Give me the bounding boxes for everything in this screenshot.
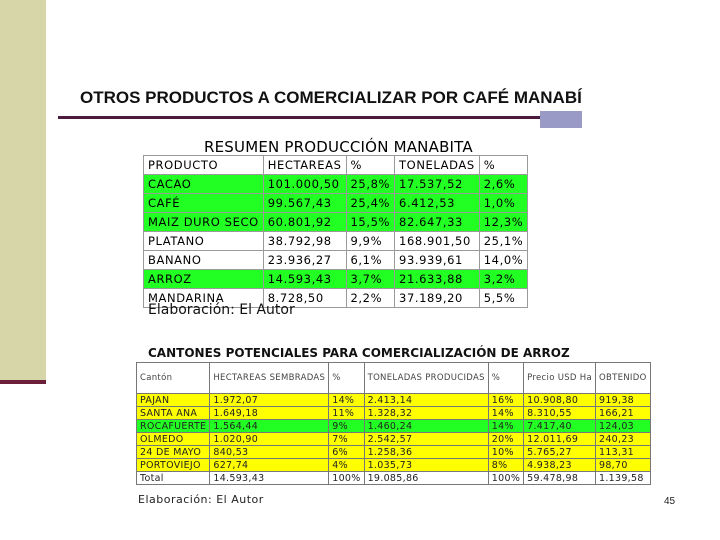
table2-cell: 1.258,36	[364, 446, 488, 459]
table2-cell: 14.593,43	[210, 472, 329, 485]
table2-cell: 12.011,69	[524, 433, 596, 446]
table2-cell: 10.908,80	[524, 394, 596, 407]
table2-row	[137, 394, 651, 407]
table2-cell: Total	[137, 472, 210, 485]
table1-cell: 14.593,43	[263, 270, 346, 289]
slide-title: OTROS PRODUCTOS A COMERCIALIZAR POR CAFÉ MANABÍ	[80, 88, 582, 107]
rice-cantons-table	[136, 362, 651, 485]
table1-cell: 5,5%	[479, 289, 528, 308]
table2-cell: ROCAFUERTE	[137, 420, 210, 433]
table2-cell: SANTA ANA	[137, 407, 210, 420]
table2-header-cell: Precio USD Ha	[524, 363, 596, 394]
table1-cell: MANDARINA	[144, 289, 264, 308]
table2-header-cell: %	[329, 363, 364, 394]
table1-cell: 93.939,61	[395, 251, 480, 270]
table1-header-cell: %	[479, 156, 528, 175]
table2-header-cell: HECTAREAS SEMBRADAS	[210, 363, 329, 394]
table2-header-row	[137, 363, 651, 394]
table2-cell: 7%	[329, 433, 364, 446]
table2-cell: PORTOVIEJO	[137, 459, 210, 472]
table2-cell: 16%	[488, 394, 523, 407]
table1-cell: 14,0%	[479, 251, 528, 270]
table2-cell: 100%	[488, 472, 523, 485]
left-bar-underline	[0, 380, 46, 384]
left-decorative-bar	[0, 0, 46, 384]
table1-cell: 21.633,88	[395, 270, 480, 289]
title-accent-block	[540, 111, 582, 128]
table2-cell: 100%	[329, 472, 364, 485]
table2-cell: 8.310,55	[524, 407, 596, 420]
table1-cell: 1,0%	[479, 194, 528, 213]
table1-cell: 12,3%	[479, 213, 528, 232]
table2-cell: 59.478,98	[524, 472, 596, 485]
table1-header-cell: %	[346, 156, 395, 175]
table2-cell: 2.413,14	[364, 394, 488, 407]
table1-cell: 8.728,50	[263, 289, 346, 308]
table2-row	[137, 433, 651, 446]
table1-cell: ARROZ	[144, 270, 264, 289]
table1-row	[144, 175, 528, 194]
table1-cell: 25,4%	[346, 194, 395, 213]
table1-cell: PLATANO	[144, 232, 264, 251]
table1-cell: 15,5%	[346, 213, 395, 232]
table1-cell: 9,9%	[346, 232, 395, 251]
table1-cell: 37.189,20	[395, 289, 480, 308]
table2-cell: 113,31	[595, 446, 650, 459]
table2-cell: 20%	[488, 433, 523, 446]
production-summary-table	[143, 155, 528, 308]
table2-cell: 240,23	[595, 433, 650, 446]
table2-cell: 11%	[329, 407, 364, 420]
table1-header-cell: TONELADAS	[395, 156, 480, 175]
table2-cell: 1.649,18	[210, 407, 329, 420]
table2-cell: 10%	[488, 446, 523, 459]
table1-cell: CAFÉ	[144, 194, 264, 213]
table1-cell: 38.792,98	[263, 232, 346, 251]
table2-cell: 8%	[488, 459, 523, 472]
table2-cell: 1.020,90	[210, 433, 329, 446]
table2-cell: 14%	[329, 394, 364, 407]
table1-title: RESUMEN PRODUCCIÓN MANABITA	[204, 138, 473, 156]
table2-row	[137, 472, 651, 485]
table2-row	[137, 420, 651, 433]
table2-cell: 19.085,86	[364, 472, 488, 485]
table1-cell: 99.567,43	[263, 194, 346, 213]
table2-row	[137, 407, 651, 420]
table1-row	[144, 194, 528, 213]
table2-cell: 1.972,07	[210, 394, 329, 407]
table1-cell: 6.412,53	[395, 194, 480, 213]
table1-cell: 101.000,50	[263, 175, 346, 194]
table2-cell: 14%	[488, 407, 523, 420]
table1-cell: 3,2%	[479, 270, 528, 289]
table2-cell: 1.035,73	[364, 459, 488, 472]
table1-row	[144, 270, 528, 289]
title-rule	[58, 116, 540, 119]
table2-cell: 840,53	[210, 446, 329, 459]
table1-header-row	[144, 156, 528, 175]
table2-cell: 1.328,32	[364, 407, 488, 420]
table2-cell: 14%	[488, 420, 523, 433]
table2-cell: 4%	[329, 459, 364, 472]
table1-cell: 60.801,92	[263, 213, 346, 232]
table2-caption: Elaboración: El Autor	[138, 493, 264, 506]
table1-cell: 168.901,50	[395, 232, 480, 251]
table1-header-cell: HECTAREAS	[263, 156, 346, 175]
table1-cell: 23.936,27	[263, 251, 346, 270]
table1-row	[144, 251, 528, 270]
table2-cell: PAJAN	[137, 394, 210, 407]
table1-cell: 3,7%	[346, 270, 395, 289]
table2-cell: 124,03	[595, 420, 650, 433]
table2-cell: OLMEDO	[137, 433, 210, 446]
table2-cell: 4.938,23	[524, 459, 596, 472]
table2-cell: 24 DE MAYO	[137, 446, 210, 459]
page-number: 45	[664, 496, 676, 507]
table2-cell: 98,70	[595, 459, 650, 472]
table2-cell: 919,38	[595, 394, 650, 407]
table1-cell: BANANO	[144, 251, 264, 270]
table1-cell: 2,6%	[479, 175, 528, 194]
table2-row	[137, 459, 651, 472]
table2-cell: 9%	[329, 420, 364, 433]
table2-cell: 7.417,40	[524, 420, 596, 433]
table2-header-cell: %	[488, 363, 523, 394]
table1-cell: 2,2%	[346, 289, 395, 308]
table1-cell: 25,1%	[479, 232, 528, 251]
table2-title: CANTONES POTENCIALES PARA COMERCIALIZACIÓN DE ARROZ	[148, 346, 570, 360]
table2-header-cell: OBTENIDO	[595, 363, 650, 394]
table2-row	[137, 446, 651, 459]
table1-cell: CACAO	[144, 175, 264, 194]
table2-cell: 1.460,24	[364, 420, 488, 433]
table1-cell: 6,1%	[346, 251, 395, 270]
table2-cell: 6%	[329, 446, 364, 459]
table1-cell: 25,8%	[346, 175, 395, 194]
table1-cell: 82.647,33	[395, 213, 480, 232]
table1-cell: MAIZ DURO SECO	[144, 213, 264, 232]
table2-header-cell: Cantón	[137, 363, 210, 394]
table1-caption: Elaboración: El Autor	[148, 302, 295, 318]
table2-cell: 5.765,27	[524, 446, 596, 459]
table2-cell: 2.542,57	[364, 433, 488, 446]
table1-row	[144, 213, 528, 232]
table1-cell: 17.537,52	[395, 175, 480, 194]
table2-cell: 166,21	[595, 407, 650, 420]
table2-cell: 627,74	[210, 459, 329, 472]
table2-cell: 1.139,58	[595, 472, 650, 485]
table1-header-cell: PRODUCTO	[144, 156, 264, 175]
table2-header-cell: TONELADAS PRODUCIDAS	[364, 363, 488, 394]
table2-cell: 1.564,44	[210, 420, 329, 433]
table1-row	[144, 232, 528, 251]
